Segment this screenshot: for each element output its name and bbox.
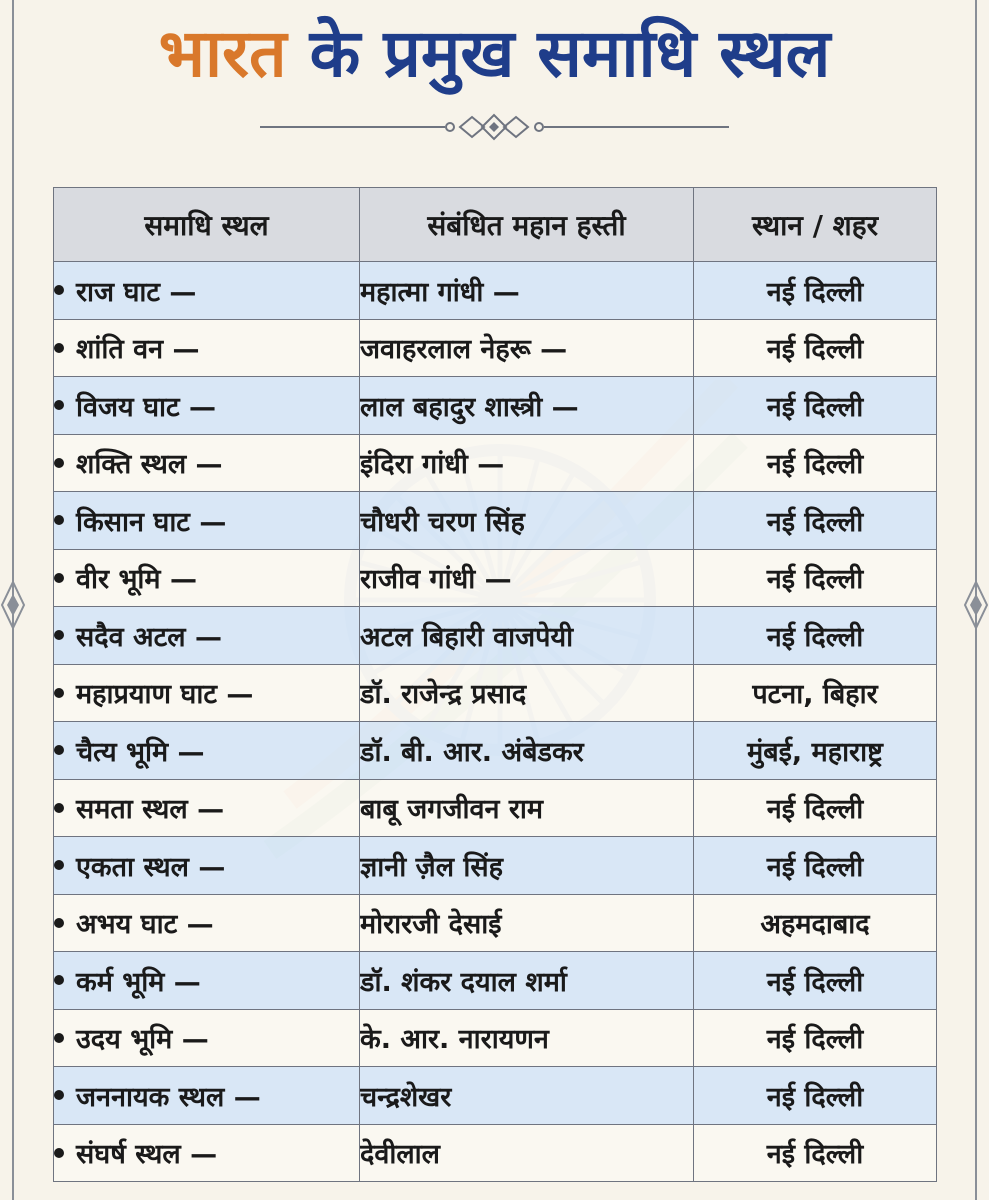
cell-personality: महात्मा गांधी — — [360, 262, 694, 320]
cell-personality: के. आर. नारायणन — [360, 1009, 694, 1067]
cell-location: नई दिल्ली — [694, 377, 937, 435]
site-name: शांति वन — — [76, 334, 200, 366]
table-row — [54, 779, 937, 837]
cell-location: नई दिल्ली — [694, 319, 937, 377]
cell-samadhi-sthal — [54, 1009, 360, 1067]
cell-personality: जवाहरलाल नेहरू — — [360, 319, 694, 377]
bullet-icon — [54, 1090, 64, 1100]
cell-personality: इंदिरा गांधी — — [360, 434, 694, 492]
cell-samadhi-sthal — [54, 664, 360, 722]
header-location: स्थान / शहर — [694, 188, 937, 262]
table-row — [54, 319, 937, 377]
bullet-icon — [54, 745, 64, 755]
table-row — [54, 722, 937, 780]
site-name: एकता स्थल — — [76, 851, 226, 883]
cell-samadhi-sthal — [54, 262, 360, 320]
site-name: कर्म भूमि — — [76, 966, 201, 998]
cell-personality: मोरारजी देसाई — [360, 894, 694, 952]
cell-samadhi-sthal — [54, 492, 360, 550]
bullet-icon — [54, 975, 64, 985]
bullet-icon — [54, 400, 64, 410]
cell-location: अहमदाबाद — [694, 894, 937, 952]
cell-samadhi-sthal — [54, 319, 360, 377]
site-name: संघर्ष स्थल — — [76, 1139, 218, 1171]
cell-location: नई दिल्ली — [694, 1067, 937, 1125]
cell-personality: बाबू जगजीवन राम — [360, 779, 694, 837]
samadhi-table — [53, 187, 937, 1182]
cell-location: नई दिल्ली — [694, 607, 937, 665]
site-name: सदैव अटल — — [76, 621, 222, 653]
cell-location: नई दिल्ली — [694, 492, 937, 550]
cell-personality: लाल बहादुर शास्त्री — — [360, 377, 694, 435]
title-divider-ornament — [260, 112, 729, 142]
cell-personality: डॉ. बी. आर. अंबेडकर — [360, 722, 694, 780]
bullet-icon — [54, 1033, 64, 1043]
cell-location: नई दिल्ली — [694, 262, 937, 320]
cell-location: नई दिल्ली — [694, 952, 937, 1010]
site-name: महाप्रयाण घाट — — [76, 679, 254, 711]
table-row — [54, 549, 937, 607]
bullet-icon — [54, 285, 64, 295]
cell-personality: ज्ञानी ज़ैल सिंह — [360, 837, 694, 895]
table-row — [54, 1124, 937, 1182]
cell-personality: चौधरी चरण सिंह — [360, 492, 694, 550]
bullet-icon — [54, 860, 64, 870]
table-row — [54, 377, 937, 435]
table-row — [54, 952, 937, 1010]
bullet-icon — [54, 688, 64, 698]
cell-location: नई दिल्ली — [694, 434, 937, 492]
cell-personality: डॉ. राजेन्द्र प्रसाद — [360, 664, 694, 722]
bullet-icon — [54, 1148, 64, 1158]
cell-samadhi-sthal — [54, 952, 360, 1010]
table-header-row — [54, 188, 937, 262]
title-part-saffron: भारत — [158, 15, 287, 92]
table-row — [54, 837, 937, 895]
bullet-icon — [54, 458, 64, 468]
cell-personality: देवीलाल — [360, 1124, 694, 1182]
site-name: किसान घाट — — [76, 506, 227, 538]
table-row — [54, 262, 937, 320]
table-row — [54, 894, 937, 952]
bullet-icon — [54, 573, 64, 583]
cell-samadhi-sthal — [54, 607, 360, 665]
cell-personality: राजीव गांधी — — [360, 549, 694, 607]
site-name: वीर भूमि — — [76, 564, 197, 596]
table-row — [54, 607, 937, 665]
title-part-blue: के प्रमुख समाधि स्थल — [309, 15, 831, 92]
site-name: जननायक स्थल — — [76, 1081, 261, 1113]
cell-samadhi-sthal — [54, 549, 360, 607]
bullet-icon — [54, 630, 64, 640]
cell-location: नई दिल्ली — [694, 1009, 937, 1067]
cell-samadhi-sthal — [54, 1124, 360, 1182]
cell-location: मुंबई, महाराष्ट्र — [694, 722, 937, 780]
right-diamond-ornament — [963, 580, 989, 630]
left-diamond-ornament — [0, 580, 26, 630]
cell-samadhi-sthal — [54, 779, 360, 837]
cell-samadhi-sthal — [54, 377, 360, 435]
site-name: समता स्थल — — [76, 794, 225, 826]
site-name: राज घाट — — [76, 276, 197, 308]
site-name: अभय घाट — — [76, 909, 214, 941]
cell-location: पटना, बिहार — [694, 664, 937, 722]
site-name: शक्ति स्थल — — [76, 449, 223, 481]
header-personality: संबंधित महान हस्ती — [360, 188, 694, 262]
cell-samadhi-sthal — [54, 434, 360, 492]
page-title — [0, 6, 989, 102]
header-samadhi-sthal: समाधि स्थल — [54, 188, 360, 262]
site-name: चैत्य भूमि — — [76, 736, 205, 768]
table-row — [54, 664, 937, 722]
cell-personality: डॉ. शंकर दयाल शर्मा — [360, 952, 694, 1010]
table-row — [54, 492, 937, 550]
cell-location: नई दिल्ली — [694, 837, 937, 895]
cell-personality: अटल बिहारी वाजपेयी — [360, 607, 694, 665]
site-name: विजय घाट — — [76, 391, 217, 423]
bullet-icon — [54, 343, 64, 353]
cell-location: नई दिल्ली — [694, 1124, 937, 1182]
cell-location: नई दिल्ली — [694, 779, 937, 837]
site-name: उदय भूमि — — [76, 1024, 209, 1056]
cell-location: नई दिल्ली — [694, 549, 937, 607]
cell-samadhi-sthal — [54, 722, 360, 780]
table-row — [54, 1009, 937, 1067]
bullet-icon — [54, 515, 64, 525]
cell-samadhi-sthal — [54, 894, 360, 952]
cell-samadhi-sthal — [54, 1067, 360, 1125]
cell-samadhi-sthal — [54, 837, 360, 895]
bullet-icon — [54, 918, 64, 928]
bullet-icon — [54, 803, 64, 813]
table-row — [54, 434, 937, 492]
table-row — [54, 1067, 937, 1125]
cell-personality: चन्द्रशेखर — [360, 1067, 694, 1125]
